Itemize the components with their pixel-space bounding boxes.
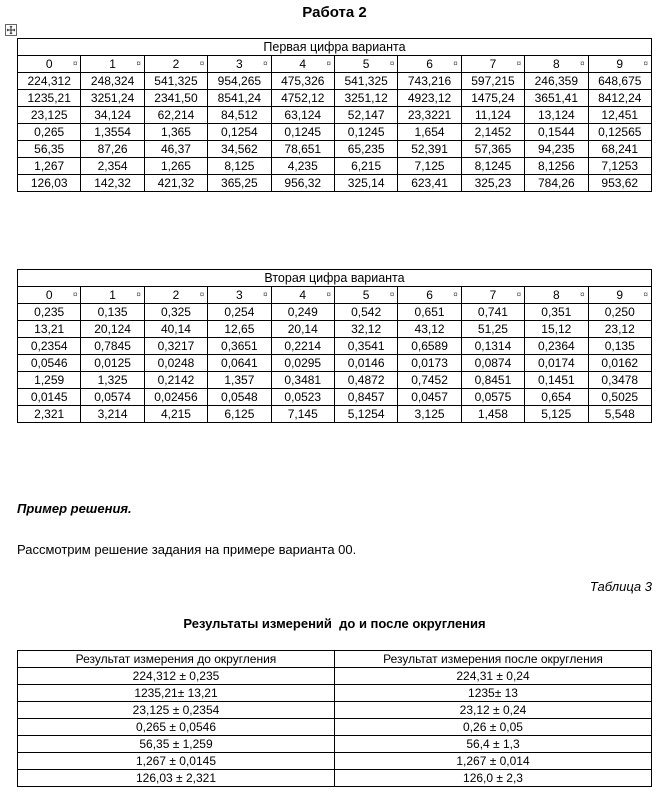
table-cell: 0,8457 — [334, 389, 397, 406]
table-cell: 1,357 — [208, 372, 271, 389]
end-of-cell-marker: ¤ — [199, 59, 205, 68]
table-cell: 126,03 — [18, 175, 81, 192]
end-of-cell-marker: ¤ — [516, 290, 522, 299]
table-row — [18, 685, 652, 702]
column-header-label: 9 — [616, 288, 624, 302]
table-caption-row — [18, 39, 652, 56]
table-cell: 0,542 — [334, 304, 397, 321]
column-header — [525, 287, 588, 304]
table-row — [18, 321, 652, 338]
table-cell: 0,4872 — [334, 372, 397, 389]
table-cell: 8541,24 — [208, 90, 271, 107]
table-cell: 5,125 — [525, 406, 588, 423]
table-cell: 0,5025 — [588, 389, 651, 406]
table-cell: 0,0575 — [461, 389, 524, 406]
column-header-label: 6 — [426, 57, 433, 71]
table-cell: 1475,24 — [461, 90, 524, 107]
column-header — [81, 56, 144, 73]
table-cell: 0,325 — [144, 304, 207, 321]
end-of-cell-marker: ¤ — [263, 59, 268, 68]
table-cell: 7,125 — [398, 158, 461, 175]
table-cell: 5,1254 — [334, 406, 397, 423]
table-cell: 4923,12 — [398, 90, 461, 107]
table-cell: 0,6589 — [398, 338, 461, 355]
column-header — [144, 287, 207, 304]
end-of-cell-marker: ¤ — [326, 59, 331, 68]
table-cell: 1235± 13 — [335, 685, 652, 702]
table-row — [18, 753, 652, 770]
table-cell: 94,235 — [525, 141, 588, 158]
table-move-handle-icon[interactable] — [5, 23, 17, 35]
table-cell: 325,23 — [461, 175, 524, 192]
table-cell: 0,02456 — [144, 389, 207, 406]
table-cell: 248,324 — [81, 73, 144, 90]
table-cell: 0,249 — [271, 304, 334, 321]
table-cell: 0,0457 — [398, 389, 461, 406]
table-caption-row — [18, 270, 652, 287]
table-row — [18, 372, 652, 389]
table-cell: 4,235 — [271, 158, 334, 175]
table-cell: 46,37 — [144, 141, 207, 158]
table-cell: 8,125 — [208, 158, 271, 175]
end-of-cell-marker: ¤ — [263, 290, 268, 299]
table-cell: 13,21 — [18, 321, 81, 338]
table-cell: 2341,50 — [144, 90, 207, 107]
table-cell: 954,265 — [208, 73, 271, 90]
table-row — [18, 355, 652, 372]
measurement-results-table — [17, 650, 652, 787]
table-cell: 8,1256 — [525, 158, 588, 175]
table-cell: 0,12565 — [588, 124, 651, 141]
table-cell: 3651,41 — [525, 90, 588, 107]
column-header-label: 2 — [172, 288, 180, 302]
table-cell: 1,458 — [461, 406, 524, 423]
table-cell: 52,147 — [334, 107, 397, 124]
table-row — [18, 158, 652, 175]
column-header-label: 2 — [172, 57, 180, 71]
column-header-label: 0 — [45, 288, 53, 302]
table-cell: 51,25 — [461, 321, 524, 338]
table-cell: 0,0173 — [398, 355, 461, 372]
column-header — [271, 287, 334, 304]
end-of-cell-marker: ¤ — [72, 59, 78, 68]
table-row — [18, 141, 652, 158]
table-cell: 63,124 — [271, 107, 334, 124]
table-header-row — [18, 56, 652, 73]
table-cell: 2,1452 — [461, 124, 524, 141]
column-header-label: 4 — [299, 288, 307, 302]
results-table-title: Результаты измерений до и после округления — [183, 616, 486, 631]
second-digit-variant-table — [17, 269, 652, 423]
table-cell: 68,241 — [588, 141, 651, 158]
table-header-row — [18, 651, 652, 668]
example-solution-text: Рассмотрим решение задания на примере варианта 00. — [17, 542, 357, 557]
table-cell: 0,2142 — [144, 372, 207, 389]
end-of-cell-marker: ¤ — [326, 290, 331, 299]
table-header-row — [18, 287, 652, 304]
table-cell: 1,259 — [18, 372, 81, 389]
column-header — [398, 56, 461, 73]
table-cell: 20,14 — [271, 321, 334, 338]
column-header-label: 1 — [109, 57, 116, 71]
table-cell: 0,3478 — [588, 372, 651, 389]
table-cell: 475,326 — [271, 73, 334, 90]
table-cell: 3,125 — [398, 406, 461, 423]
table-cell: 11,124 — [461, 107, 524, 124]
table-row — [18, 90, 652, 107]
end-of-cell-marker: ¤ — [136, 290, 141, 299]
table-cell: 224,312 — [18, 73, 81, 90]
table-cell: 56,35 — [18, 141, 81, 158]
table-cell: 0,351 — [525, 304, 588, 321]
table-cell: 8412,24 — [588, 90, 651, 107]
column-header — [334, 287, 397, 304]
table-cell: 1235,21± 13,21 — [18, 685, 335, 702]
table-cell: 43,12 — [398, 321, 461, 338]
table-cell: 1,3554 — [81, 124, 144, 141]
table-cell: 126,0 ± 2,3 — [335, 770, 652, 787]
end-of-cell-marker: ¤ — [643, 290, 648, 299]
table-cell: 62,214 — [144, 107, 207, 124]
table-cell: 1,267 ± 0,0145 — [18, 753, 335, 770]
column-header-label: 9 — [616, 57, 624, 71]
end-of-cell-marker: ¤ — [643, 59, 648, 68]
column-header — [334, 56, 397, 73]
table-cell: 224,31 ± 0,24 — [335, 668, 652, 685]
table-cell: 1235,21 — [18, 90, 81, 107]
table-cell: 784,26 — [525, 175, 588, 192]
column-header — [271, 56, 334, 73]
column-header — [18, 56, 81, 73]
table-cell: 142,32 — [81, 175, 144, 192]
table3-caption-label: Таблица 3 — [589, 579, 652, 594]
table-cell: 2,321 — [18, 406, 81, 423]
table-row — [18, 770, 652, 787]
table-cell: 0,0574 — [81, 389, 144, 406]
table-cell: 12,65 — [208, 321, 271, 338]
table-caption: Вторая цифра варианта — [18, 270, 652, 287]
table-cell: 0,0548 — [208, 389, 271, 406]
table-cell: 421,32 — [144, 175, 207, 192]
end-of-cell-marker: ¤ — [516, 59, 522, 68]
table-cell: 365,25 — [208, 175, 271, 192]
table-row — [18, 702, 652, 719]
table-cell: 0,0523 — [271, 389, 334, 406]
end-of-cell-marker: ¤ — [453, 290, 458, 299]
table-cell: 1,365 — [144, 124, 207, 141]
table-cell: 56,4 ± 1,3 — [335, 736, 652, 753]
column-header-label: 5 — [362, 57, 370, 71]
table-cell: 0,0641 — [208, 355, 271, 372]
table-cell: 52,391 — [398, 141, 461, 158]
column-header-label: Результат измерения до округления — [75, 652, 277, 666]
table-cell: 23,12 ± 0,24 — [335, 702, 652, 719]
table-cell: 0,654 — [525, 389, 588, 406]
table-cell: 65,235 — [334, 141, 397, 158]
table-cell: 78,651 — [271, 141, 334, 158]
table-cell: 4752,12 — [271, 90, 334, 107]
table-row — [18, 338, 652, 355]
table-cell: 0,2364 — [525, 338, 588, 355]
table-cell: 34,562 — [208, 141, 271, 158]
table-cell: 1,654 — [398, 124, 461, 141]
table-cell: 0,265 — [18, 124, 81, 141]
table-row — [18, 124, 652, 141]
table-row — [18, 73, 652, 90]
table-cell: 0,3481 — [271, 372, 334, 389]
column-header — [525, 56, 588, 73]
table-cell: 0,265 ± 0,0546 — [18, 719, 335, 736]
table-row — [18, 406, 652, 423]
column-header-label: 1 — [109, 288, 116, 302]
table-row — [18, 389, 652, 406]
table-cell: 0,26 ± 0,05 — [335, 719, 652, 736]
table-cell: 87,26 — [81, 141, 144, 158]
table-cell: 0,3217 — [144, 338, 207, 355]
table-cell: 597,215 — [461, 73, 524, 90]
table-cell: 0,3541 — [334, 338, 397, 355]
end-of-cell-marker: ¤ — [136, 59, 141, 68]
table-cell: 0,1245 — [334, 124, 397, 141]
column-header-label: 4 — [299, 57, 307, 71]
example-solution-heading: Пример решения. — [17, 501, 132, 516]
table-cell: 13,124 — [525, 107, 588, 124]
table-cell: 7,1253 — [588, 158, 651, 175]
table-cell: 0,2214 — [271, 338, 334, 355]
table-cell: 0,0162 — [588, 355, 651, 372]
column-header — [81, 287, 144, 304]
table-cell: 0,254 — [208, 304, 271, 321]
table-caption: Первая цифра варианта — [18, 39, 652, 56]
table-cell: 325,14 — [334, 175, 397, 192]
column-header-label: 5 — [362, 288, 370, 302]
table-cell: 0,0145 — [18, 389, 81, 406]
table-cell: 0,0295 — [271, 355, 334, 372]
column-header-label: 6 — [426, 288, 433, 302]
table-cell: 84,512 — [208, 107, 271, 124]
table-cell: 3251,12 — [334, 90, 397, 107]
table-cell: 23,3221 — [398, 107, 461, 124]
table-cell: 0,0174 — [525, 355, 588, 372]
table-row — [18, 719, 652, 736]
table-cell: 0,1245 — [271, 124, 334, 141]
column-header — [18, 287, 81, 304]
table-cell: 56,35 ± 1,259 — [18, 736, 335, 753]
table-cell: 953,62 — [588, 175, 651, 192]
table-cell: 23,12 — [588, 321, 651, 338]
end-of-cell-marker: ¤ — [389, 290, 395, 299]
end-of-cell-marker: ¤ — [580, 290, 585, 299]
table-cell: 0,1451 — [525, 372, 588, 389]
table-cell: 15,12 — [525, 321, 588, 338]
column-header-label: 7 — [489, 57, 497, 71]
table-cell: 8,1245 — [461, 158, 524, 175]
column-header — [461, 287, 524, 304]
table-row — [18, 304, 652, 321]
table-cell: 32,12 — [334, 321, 397, 338]
column-header — [144, 56, 207, 73]
table-cell: 6,215 — [334, 158, 397, 175]
table-cell: 126,03 ± 2,321 — [18, 770, 335, 787]
table-cell: 0,0546 — [18, 355, 81, 372]
table-cell: 4,215 — [144, 406, 207, 423]
table-cell: 0,235 — [18, 304, 81, 321]
table-cell: 1,267 — [18, 158, 81, 175]
table-cell: 0,2354 — [18, 338, 81, 355]
table-cell: 0,0125 — [81, 355, 144, 372]
end-of-cell-marker: ¤ — [72, 290, 78, 299]
table-cell: 541,325 — [144, 73, 207, 90]
table-cell: 0,651 — [398, 304, 461, 321]
table-row — [18, 175, 652, 192]
document-title: Работа 2 — [302, 4, 367, 21]
column-header-label: Результат измерения после округления — [383, 652, 603, 666]
table-cell: 23,125 ± 0,2354 — [18, 702, 335, 719]
table-cell: 20,124 — [81, 321, 144, 338]
table-cell: 0,7845 — [81, 338, 144, 355]
table-cell: 0,135 — [81, 304, 144, 321]
table-row — [18, 736, 652, 753]
table-cell: 623,41 — [398, 175, 461, 192]
table-cell: 0,8451 — [461, 372, 524, 389]
table-cell: 34,124 — [81, 107, 144, 124]
table-row — [18, 668, 652, 685]
table-cell: 0,741 — [461, 304, 524, 321]
table-cell: 246,359 — [525, 73, 588, 90]
table-cell: 7,145 — [271, 406, 334, 423]
column-header — [208, 287, 271, 304]
table-cell: 12,451 — [588, 107, 651, 124]
table-cell: 3,214 — [81, 406, 144, 423]
table-row — [18, 107, 652, 124]
table-cell: 1,265 — [144, 158, 207, 175]
table-cell: 57,365 — [461, 141, 524, 158]
column-header-label: 0 — [45, 57, 53, 71]
table-cell: 5,548 — [588, 406, 651, 423]
column-header — [335, 651, 652, 668]
column-header-label: 3 — [236, 288, 243, 302]
table-cell: 0,250 — [588, 304, 651, 321]
end-of-cell-marker: ¤ — [199, 290, 205, 299]
column-header — [18, 651, 335, 668]
column-header-label: 8 — [552, 288, 560, 302]
table-cell: 23,125 — [18, 107, 81, 124]
table-cell: 0,0248 — [144, 355, 207, 372]
first-digit-variant-table — [17, 38, 652, 192]
end-of-cell-marker: ¤ — [453, 59, 458, 68]
table-cell: 743,216 — [398, 73, 461, 90]
table-cell: 6,125 — [208, 406, 271, 423]
table-cell: 541,325 — [334, 73, 397, 90]
column-header-label: 3 — [236, 57, 243, 71]
table-cell: 0,1314 — [461, 338, 524, 355]
table-cell: 2,354 — [81, 158, 144, 175]
table-cell: 0,0874 — [461, 355, 524, 372]
table-cell: 1,267 ± 0,014 — [335, 753, 652, 770]
table-cell: 1,325 — [81, 372, 144, 389]
table-cell: 0,7452 — [398, 372, 461, 389]
table-cell: 0,3651 — [208, 338, 271, 355]
column-header — [208, 56, 271, 73]
table-cell: 0,0146 — [334, 355, 397, 372]
table-cell: 40,14 — [144, 321, 207, 338]
column-header — [588, 287, 651, 304]
column-header — [461, 56, 524, 73]
table-cell: 3251,24 — [81, 90, 144, 107]
table-cell: 956,32 — [271, 175, 334, 192]
column-header — [588, 56, 651, 73]
end-of-cell-marker: ¤ — [389, 59, 395, 68]
table-cell: 224,312 ± 0,235 — [18, 668, 335, 685]
column-header-label: 8 — [552, 57, 560, 71]
table-cell: 0,1254 — [208, 124, 271, 141]
column-header — [398, 287, 461, 304]
table-cell: 0,1544 — [525, 124, 588, 141]
table-cell: 0,135 — [588, 338, 651, 355]
end-of-cell-marker: ¤ — [580, 59, 585, 68]
table-cell: 648,675 — [588, 73, 651, 90]
column-header-label: 7 — [489, 288, 497, 302]
